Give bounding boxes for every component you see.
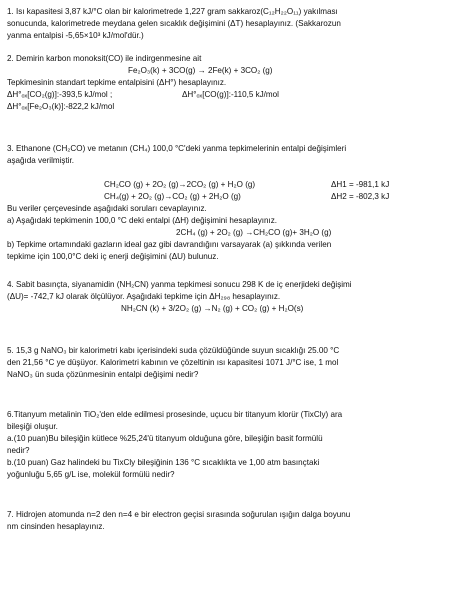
q1-line-3: yanma entalpisi -5,65×10³ kJ/mol'dür.): [7, 31, 144, 40]
q3-intro-line-1: 3. Ethanone (CH₂CO) ve metanın (CH₄) 100,0 °C'deki yanma tepkimelerinin entalpi değişimleri: [7, 144, 347, 153]
q6-line-4: nedir?: [7, 446, 30, 455]
q3-reaction-1: CH₂CO (g) + 2O₂ (g)→2CO₂ (g) + H₂O (g): [104, 180, 256, 189]
q5-line-2: den 21,56 °C ye düşüyor. Kalorimetri kabının ve çözeltinin ısı kapasitesi 1071 J/°C ise, 1 mol: [7, 358, 339, 367]
q2-task: Tepkimesinin standart tepkime entalpisini (ΔH°) hesaplayınız.: [7, 78, 227, 87]
q2-data-co: ΔH°ₒₓ[CO(g)]:-110,5 kJ/mol: [182, 90, 279, 99]
q7-line-2: nm cinsinden hesaplayınız.: [7, 522, 105, 531]
q7-line-1: 7. Hidrojen atomunda n=2 den n=4 e bir electron geçisi sırasında soğurulan ışığın dalga boyunu: [7, 510, 351, 519]
q3-dh-1: ΔH1 = -981,1 kJ: [331, 180, 390, 189]
q1-line-2: sonucunda, kalorimetrede meydana gelen sıcaklık değişimini (ΔT) hesaplayınız. (Sakkarozun: [7, 19, 341, 28]
q6-line-6: yoğunluğu 5,65 g/L ise, molekül formülü nedir?: [7, 470, 175, 479]
q2-title: 2. Demirin karbon monoksit(CO) ile indirgenmesine ait: [7, 54, 202, 63]
q4-reaction: NH₂CN (k) + 3/2O₂ (g) →N₂ (g) + CO₂ (g) + H₂O(s): [121, 304, 304, 313]
q3-dh-2: ΔH2 = -802,3 kJ: [331, 192, 390, 201]
q2-data-fe2o3: ΔH°ₒₓ[Fe₂O₃(k)]:-822,2 kJ/mol: [7, 102, 115, 111]
q2-data-co2: ΔH°ₒₓ[CO₂(g)]:-393,5 kJ/mol ;: [7, 90, 113, 99]
q6-line-1: 6.Titanyum metalinin TiO₂'den elde edilmesi prosesinde, uçucu bir titanyum klorür (TixCly) ara: [7, 410, 343, 419]
q2-reaction: Fe₂O₃(k) + 3CO(g) → 2Fe(k) + 3CO₂ (g): [128, 66, 273, 75]
q4-line-2: (ΔU)= -742,7 kJ olarak ölçülüyor. Aşağıdaki tepkime için ΔH₂₉₈ hesaplayınız.: [7, 292, 281, 301]
q6-line-3: a.(10 puan)Bu bileşiğin kütlece %25,24'ü titanyum olduğuna göre, bileşiğin basit formülü: [7, 434, 323, 443]
q4-line-1: 4. Sabit basınçta, siyanamidin (NH₂CN) yanma tepkimesi sonucu 298 K de iç enerjideki değişimi: [7, 280, 352, 289]
q5-line-3: NaNO₃ ün suda çözünmesinin entalpi değişimi nedir?: [7, 370, 199, 379]
q3-intro-line-2: aşağıda verilmiştir.: [7, 156, 75, 165]
q3-part-b-line-2: tepkime için 100,0°C deki iç enerji değişimini (ΔU) bulunuz.: [7, 252, 219, 261]
q1-line-1: 1. Isı kapasitesi 3,87 kJ/°C olan bir kalorimetrede 1,227 gram sakkaroz(C₁₂H₂₂O₁₁) yakılması: [7, 7, 338, 16]
q6-line-2: bileşiği oluşur.: [7, 422, 58, 431]
q3-target-reaction: 2CH₄ (g) + 2O₂ (g) →CH₂CO (g)+ 3H₂O (g): [176, 228, 332, 237]
q3-part-a: a) Aşağıdaki tepkimenin 100,0 °C deki entalpi (ΔH) değişimini hesaplayınız.: [7, 216, 278, 225]
q3-reaction-2: CH₄(g) + 2O₂ (g)→CO₂ (g) + 2H₂O (g): [104, 192, 241, 201]
q5-line-1: 5. 15,3 g NaNO₃ bir kalorimetri kabı içerisindeki suda çözüldüğünde suyun sıcaklığı 25.00 °C: [7, 346, 340, 355]
q6-line-5: b.(10 puan) Gaz halindeki bu TixCly bileşiğinin 136 °C sıcaklıkta ve 1,00 atm basınçtaki: [7, 458, 320, 467]
q3-prompt: Bu veriler çerçevesinde aşağıdaki soruları cevaplayınız.: [7, 204, 207, 213]
q3-part-b-line-1: b) Tepkime ortamındaki gazların ideal gaz gibi davrandığını varsayarak (a) şıkkında verilen: [7, 240, 332, 249]
